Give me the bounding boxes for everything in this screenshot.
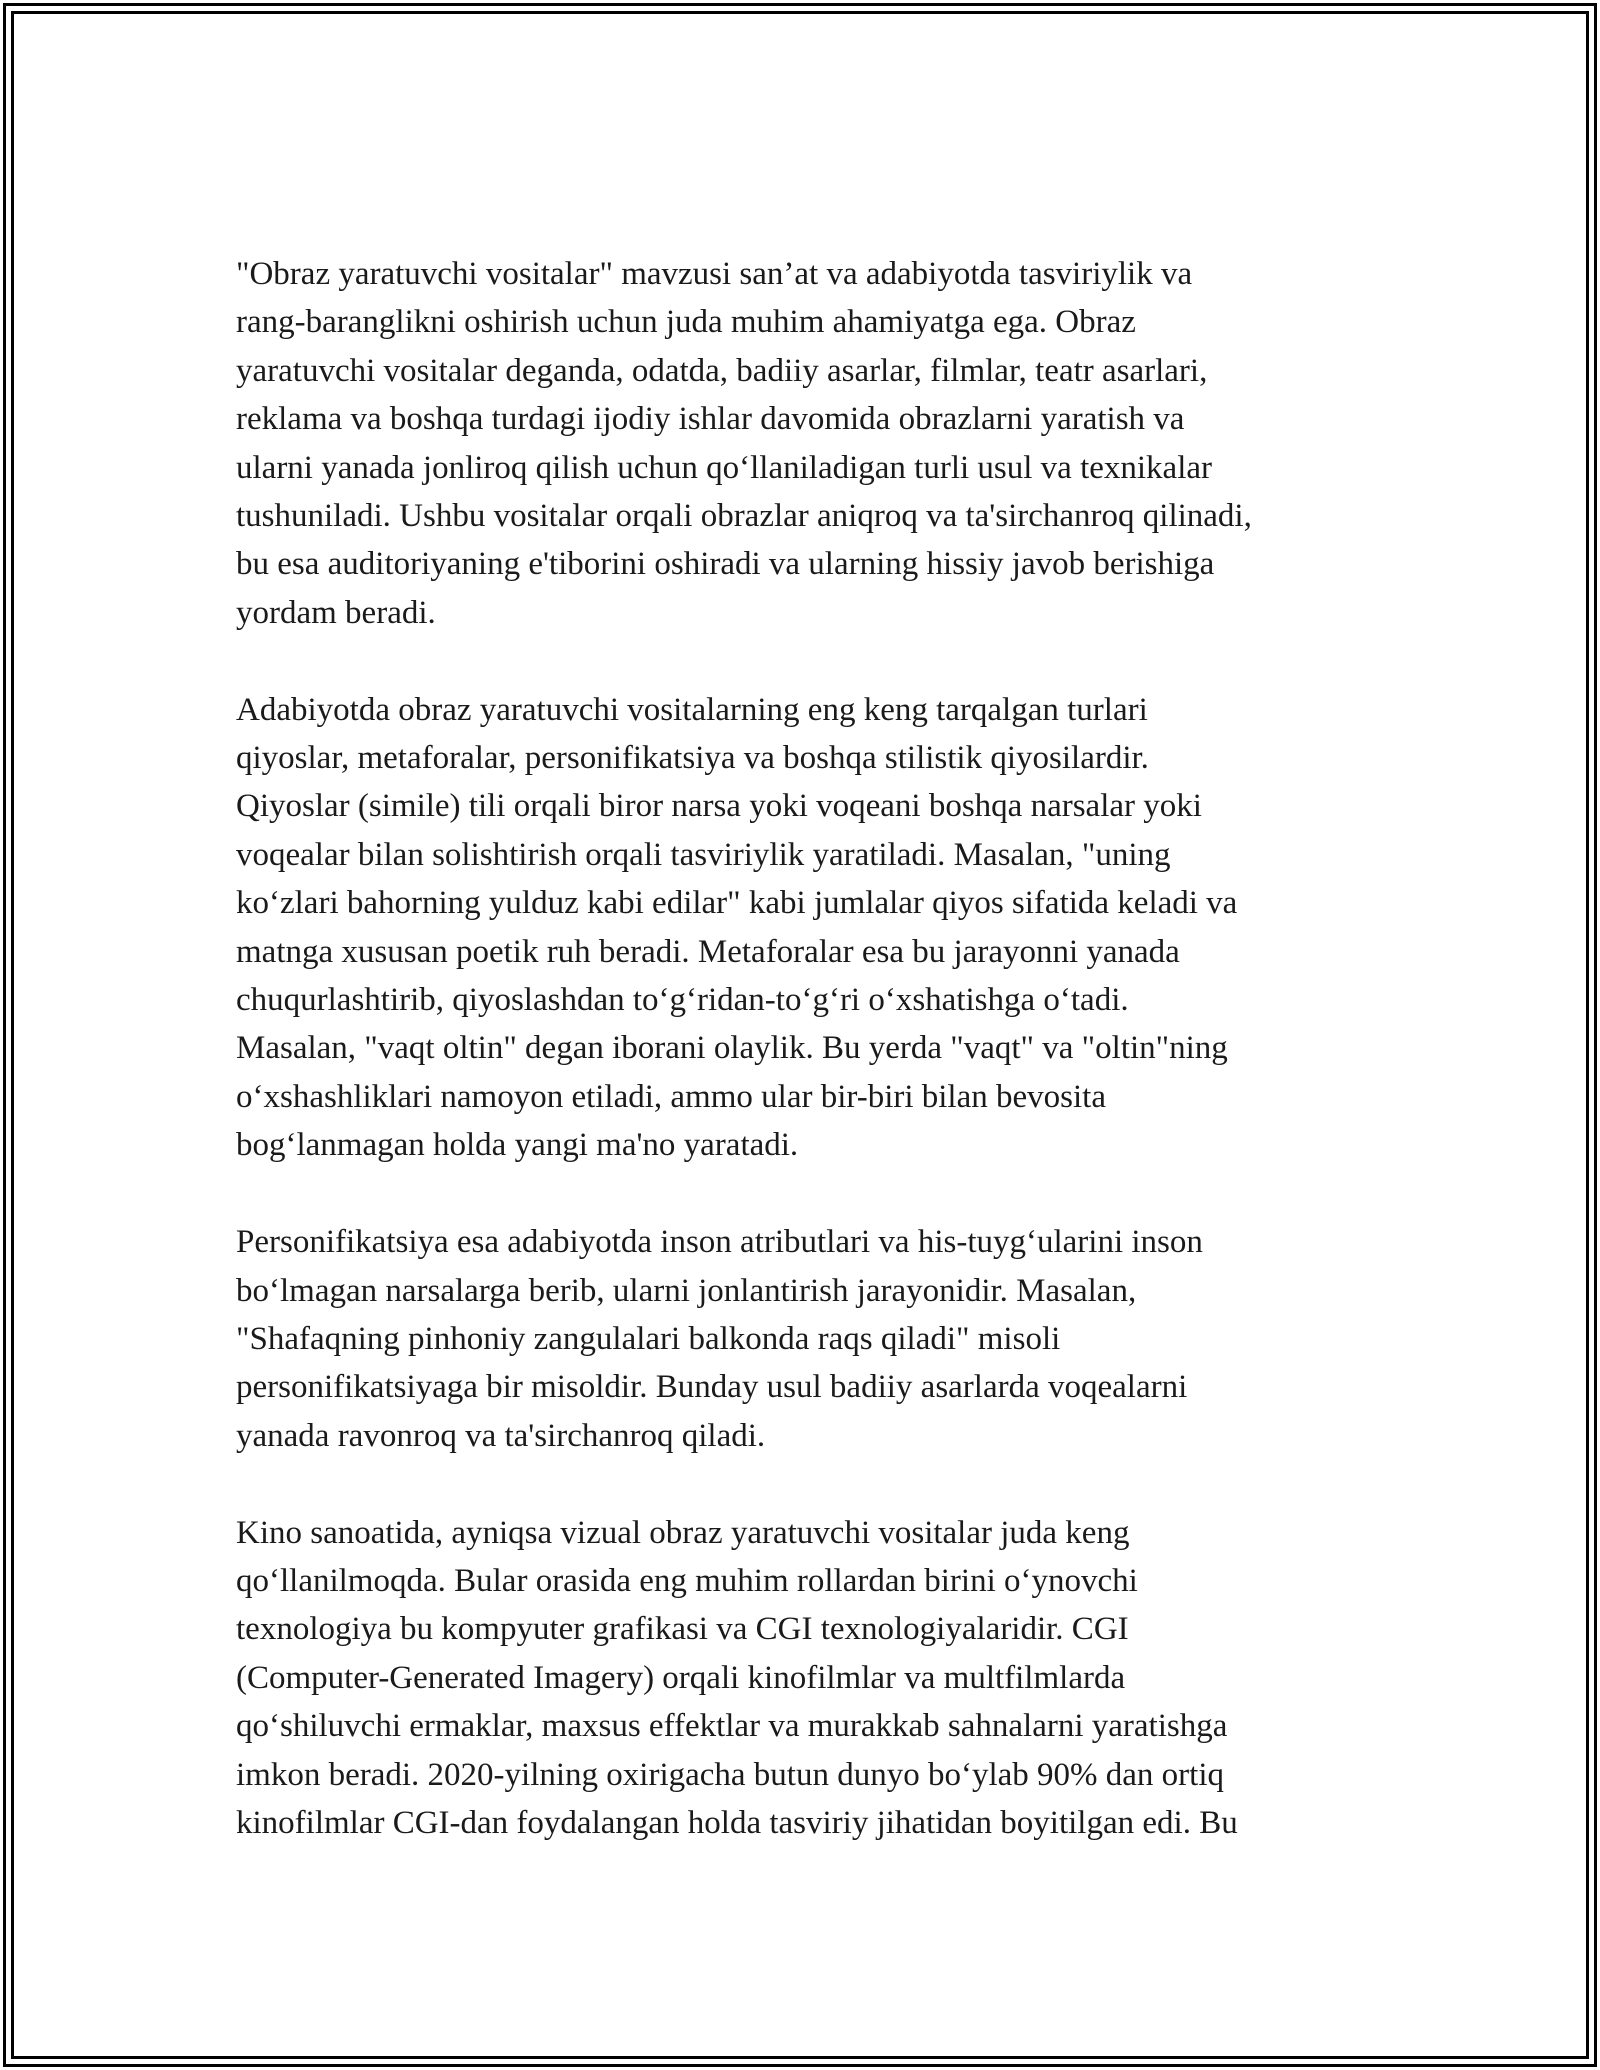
text-line: rang-baranglikni oshirish uchun juda muhim ahamiyatga ega. Obraz xyxy=(236,304,1136,341)
text-line: texnologiya bu kompyuter grafikasi va CGI texnologiyalaridir. CGI xyxy=(236,1611,1129,1648)
text-line: tushuniladi. Ushbu vositalar orqali obrazlar aniqroq va ta'sirchanroq qilinadi, xyxy=(236,498,1252,535)
text-line: chuqurlashtirib, qiyoslashdan to‘g‘ridan-to‘g‘ri o‘xshatishga o‘tadi. xyxy=(236,982,1129,1019)
text-line: (Computer-Generated Imagery) orqali kinofilmlar va multfilmlarda xyxy=(236,1659,1126,1696)
text-line: yordam beradi. xyxy=(236,594,436,631)
text-line: bo‘lmagan narsalarga berib, ularni jonlantirish jarayonidir. Masalan, xyxy=(236,1272,1137,1309)
text-line: ularni yanada jonliroq qilish uchun qo‘llaniladigan turli usul va texnikalar xyxy=(236,449,1213,486)
text-line: Kino sanoatida, ayniqsa vizual obraz yaratuvchi vositalar juda keng xyxy=(236,1514,1130,1551)
text-line: personifikatsiyaga bir misoldir. Bunday usul badiiy asarlarda voqealarni xyxy=(236,1369,1188,1406)
paragraph-2 xyxy=(236,686,1366,1170)
text-line: "Shafaqning pinhoniy zangulalari balkonda raqs qiladi" misoli xyxy=(236,1320,1061,1357)
paragraph-3 xyxy=(236,1218,1366,1460)
text-line: Masalan, "vaqt oltin" degan iborani olaylik. Bu yerda "vaqt" va "oltin"ning xyxy=(236,1030,1228,1067)
text-line: Personifikatsiya esa adabiyotda inson atributlari va his-tuyg‘ularini inson xyxy=(236,1224,1203,1261)
text-line: reklama va boshqa turdagi ijodiy ishlar davomida obrazlarni yaratish va xyxy=(236,401,1185,438)
document-body xyxy=(236,250,1366,1896)
text-line: "Obraz yaratuvchi vositalar" mavzusi san’at va adabiyotda tasviriylik va xyxy=(236,256,1193,292)
text-line: ko‘zlari bahorning yulduz kabi edilar" kabi jumlalar qiyos sifatida keladi va xyxy=(236,885,1238,922)
text-line: Qiyoslar (simile) tili orqali biror narsa yoki voqeani boshqa narsalar yoki xyxy=(236,788,1202,825)
text-line: qo‘shiluvchi ermaklar, maxsus effektlar va murakkab sahnalarni yaratishga xyxy=(236,1708,1228,1745)
text-line: qiyoslar, metaforalar, personifikatsiya va boshqa stilistik qiyosilardir. xyxy=(236,740,1149,777)
text-line: matnga xususan poetik ruh beradi. Metaforalar esa bu jarayonni yanada xyxy=(236,933,1180,970)
text-line: qo‘llanilmoqda. Bular orasida eng muhim rollardan birini o‘ynovchi xyxy=(236,1562,1138,1599)
text-line: imkon beradi. 2020-yilning oxirigacha butun dunyo bo‘ylab 90% dan ortiq xyxy=(236,1756,1224,1793)
paragraph-1 xyxy=(236,250,1366,637)
text-line: kinofilmlar CGI-dan foydalangan holda tasviriy jihatidan boyitilgan edi. Bu xyxy=(236,1804,1238,1841)
text-line: yanada ravonroq va ta'sirchanroq qiladi. xyxy=(236,1417,766,1454)
paragraph-4 xyxy=(236,1509,1366,1848)
text-line: bog‘lanmagan holda yangi ma'no yaratadi. xyxy=(236,1127,799,1164)
text-line: Adabiyotda obraz yaratuvchi vositalarning eng keng tarqalgan turlari xyxy=(236,691,1148,728)
text-line: bu esa auditoriyaning e'tiborini oshiradi va ularning hissiy javob berishiga xyxy=(236,546,1215,583)
text-line: yaratuvchi vositalar deganda, odatda, badiiy asarlar, filmlar, teatr asarlari, xyxy=(236,352,1208,389)
text-line: voqealar bilan solishtirish orqali tasviriylik yaratiladi. Masalan, "uning xyxy=(236,836,1171,873)
text-line: o‘xshashliklari namoyon etiladi, ammo ular bir-biri bilan bevosita xyxy=(236,1078,1106,1115)
